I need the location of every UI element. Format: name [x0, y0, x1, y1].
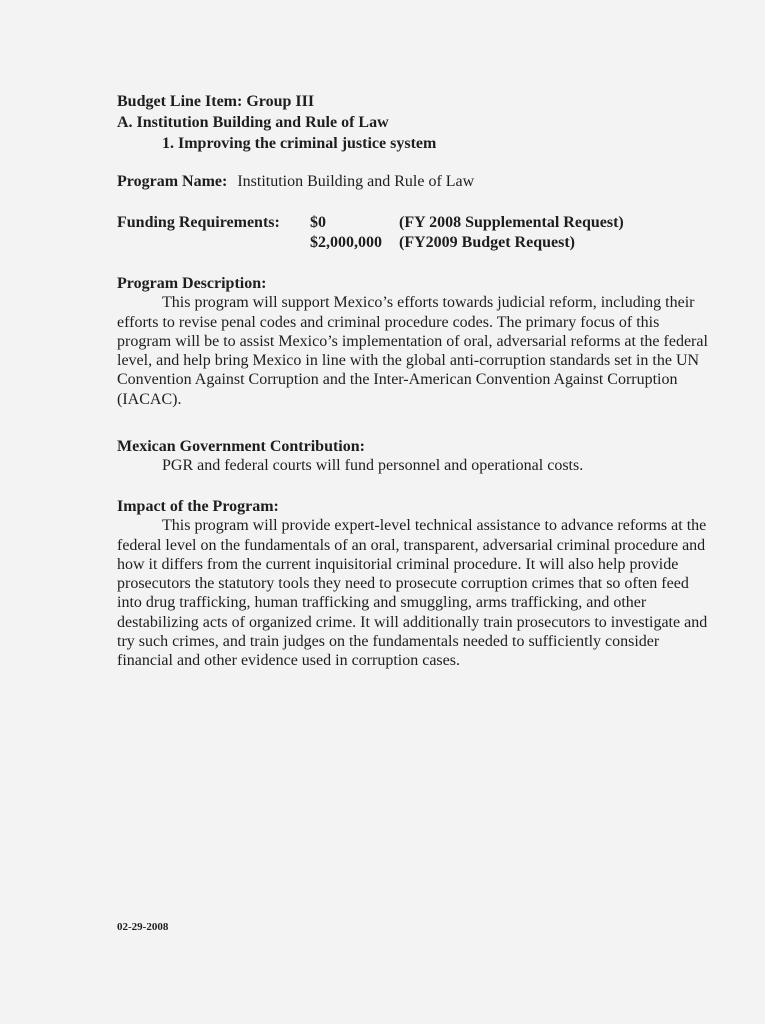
- government-contribution-section: [117, 437, 717, 476]
- program-impact-section: [117, 497, 717, 671]
- funding-amount-1: $0: [310, 214, 326, 231]
- funding-label: Funding Requirements:: [117, 214, 280, 231]
- program-impact-heading: Impact of the Program:: [117, 498, 279, 515]
- government-contribution-heading: Mexican Government Contribution:: [117, 438, 365, 455]
- footer-date: 02-29-2008: [117, 921, 169, 933]
- program-description-text: This program will support Mexico’s efforts towards judicial reform, including their efforts to revise penal codes and criminal procedure codes. The primary focus of this program will be to assist Mexico’s implementation of oral, adversarial reforms at the federal level, and help bring Mexico in line with the global anti-corruption standards set in the UN Convention Against Corruption and the Inter-American Convention Against Corruption (IACAC).: [117, 294, 708, 408]
- government-contribution-text: PGR and federal courts will fund personnel and operational costs.: [162, 457, 584, 475]
- program-description-heading: Program Description:: [117, 275, 267, 292]
- program-name-value: Institution Building and Rule of Law: [237, 173, 475, 190]
- funding-amount-2: $2,000,000: [310, 234, 382, 251]
- program-name-row: [117, 173, 474, 191]
- subsection-title: 1. Improving the criminal justice system: [162, 135, 437, 152]
- funding-note-2: (FY2009 Budget Request): [399, 234, 575, 251]
- funding-note-1: (FY 2008 Supplemental Request): [399, 214, 624, 231]
- budget-line-item: Budget Line Item: Group III: [117, 93, 315, 110]
- program-impact-text: This program will provide expert-level technical assistance to advance reforms at the federal level on the fundamentals of an oral, transparent, adversarial criminal procedure and how it differs from the current inquisitorial criminal procedure. It will also help provide prosecutors the statutory tools they need to prosecute corruption crimes that so often feed into drug trafficking, human trafficking and smuggling, arms trafficking, and other destabilizing acts of organized crime. It will additionally train prosecutors to investigate and try such crimes, and train judges on the fundamentals needed to sufficiently consider financial and other evidence used in corruption cases.: [117, 517, 708, 670]
- program-description-section: [117, 274, 717, 409]
- document-header: [117, 91, 436, 154]
- program-name-label: Program Name:: [117, 173, 228, 190]
- section-title: A. Institution Building and Rule of Law: [117, 114, 389, 131]
